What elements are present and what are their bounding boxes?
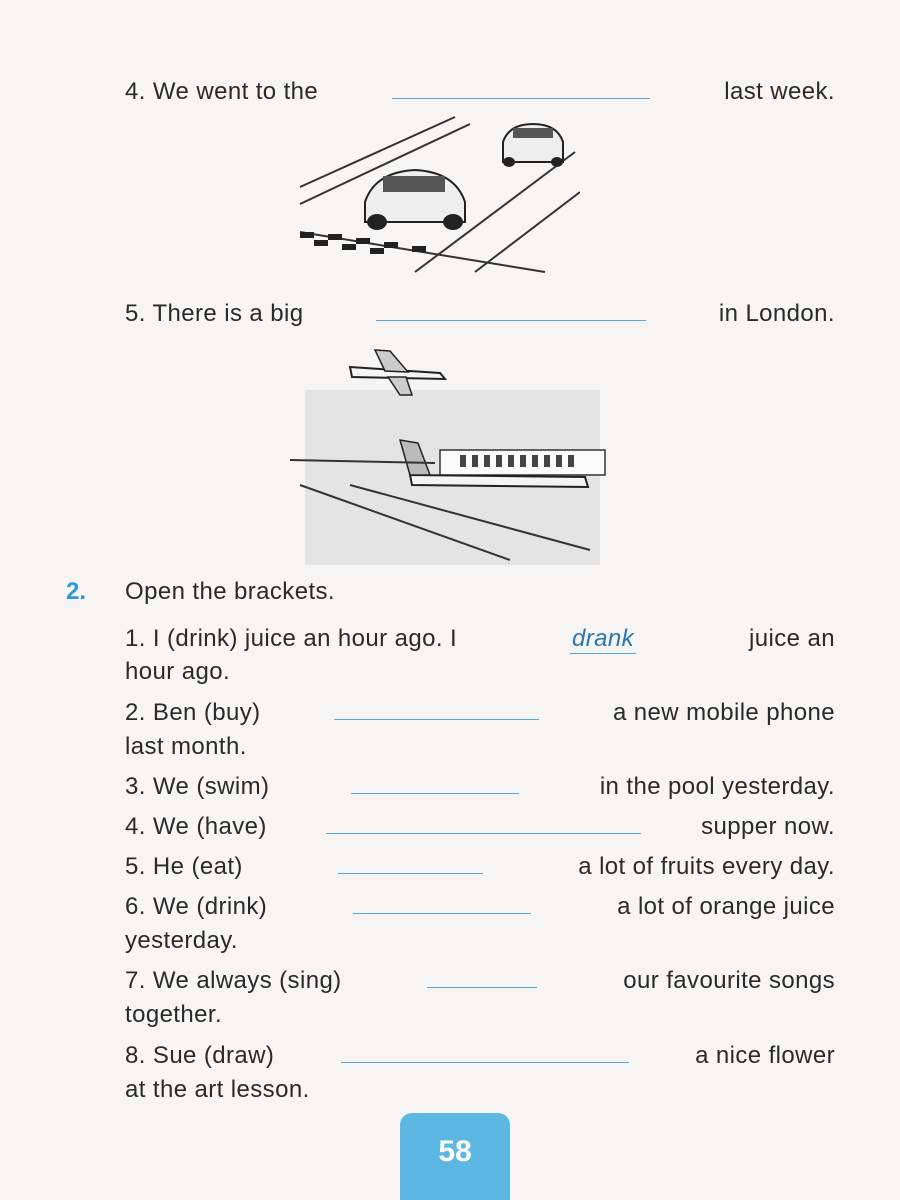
item-number: 1.	[125, 625, 146, 652]
item-text: in the pool yesterday.	[599, 773, 835, 800]
item-text: I (drink) juice an hour ago. I	[152, 625, 458, 652]
answer-blank[interactable]	[326, 813, 641, 834]
item-number: 2.	[125, 699, 146, 726]
item-number: 4.	[125, 813, 146, 840]
item-text: juice an	[749, 625, 835, 652]
item-text: last week.	[724, 78, 835, 105]
race-car-icon	[365, 170, 465, 230]
exercise-instruction: Open the brackets.	[125, 578, 335, 605]
answer-blank[interactable]	[341, 1042, 629, 1063]
item-number: 8.	[125, 1042, 146, 1069]
item-number: 7.	[125, 967, 146, 994]
item-text: a new mobile phone	[612, 699, 835, 726]
ex1-item-5	[125, 300, 835, 328]
item-text: in London.	[718, 300, 835, 327]
item-text: a lot of orange juice	[617, 893, 835, 920]
ex2-item-5	[125, 853, 835, 881]
item-continuation: at the art lesson.	[125, 1076, 310, 1103]
item-text: We (have)	[152, 813, 267, 840]
race-car-icon	[503, 124, 563, 167]
item-continuation: together.	[125, 1001, 223, 1028]
ex2-item-6	[125, 893, 835, 921]
answer-blank[interactable]	[392, 78, 650, 99]
item-text: There is a big	[152, 300, 304, 327]
item-number: 5.	[125, 300, 146, 327]
airport-picture	[290, 345, 610, 570]
answer-blank[interactable]	[334, 699, 539, 720]
item-number: 5.	[125, 853, 146, 880]
answer-blank[interactable]	[376, 300, 646, 321]
race-track-picture	[295, 112, 580, 277]
ex2-item-8	[125, 1042, 835, 1070]
answer-blank[interactable]	[351, 773, 519, 794]
item-text: Sue (draw)	[152, 1042, 275, 1069]
answer-blank[interactable]	[338, 853, 483, 874]
airplane-icon	[350, 350, 445, 395]
page-number: 58	[438, 1135, 472, 1168]
filled-answer: drank	[572, 625, 635, 652]
item-continuation: last month.	[125, 733, 247, 760]
item-text: a lot of fruits every day.	[578, 853, 835, 880]
item-text: supper now.	[701, 813, 835, 840]
page-number-tab	[400, 1113, 510, 1200]
item-text: We went to the	[152, 78, 319, 105]
item-text: We (swim)	[152, 773, 270, 800]
item-continuation: yesterday.	[125, 927, 238, 954]
item-continuation: hour ago.	[125, 658, 231, 685]
answer-blank[interactable]	[427, 967, 537, 988]
item-number: 3.	[125, 773, 146, 800]
item-text: our favourite songs	[623, 967, 835, 994]
ex2-item-7	[125, 967, 835, 995]
item-text: We (drink)	[152, 893, 268, 920]
ex2-item-1	[125, 625, 835, 654]
ex1-item-4	[125, 78, 835, 106]
ex2-item-3	[125, 773, 835, 801]
ex2-item-4	[125, 813, 835, 841]
item-text: He (eat)	[152, 853, 243, 880]
item-text: a nice flower	[695, 1042, 835, 1069]
answer-blank[interactable]	[353, 893, 531, 914]
item-number: 4.	[125, 78, 146, 105]
item-number: 6.	[125, 893, 146, 920]
item-text: Ben (buy)	[152, 699, 261, 726]
exercise-number: 2.	[66, 578, 87, 605]
item-text: We always (sing)	[152, 967, 342, 994]
ex2-item-2	[125, 699, 835, 727]
